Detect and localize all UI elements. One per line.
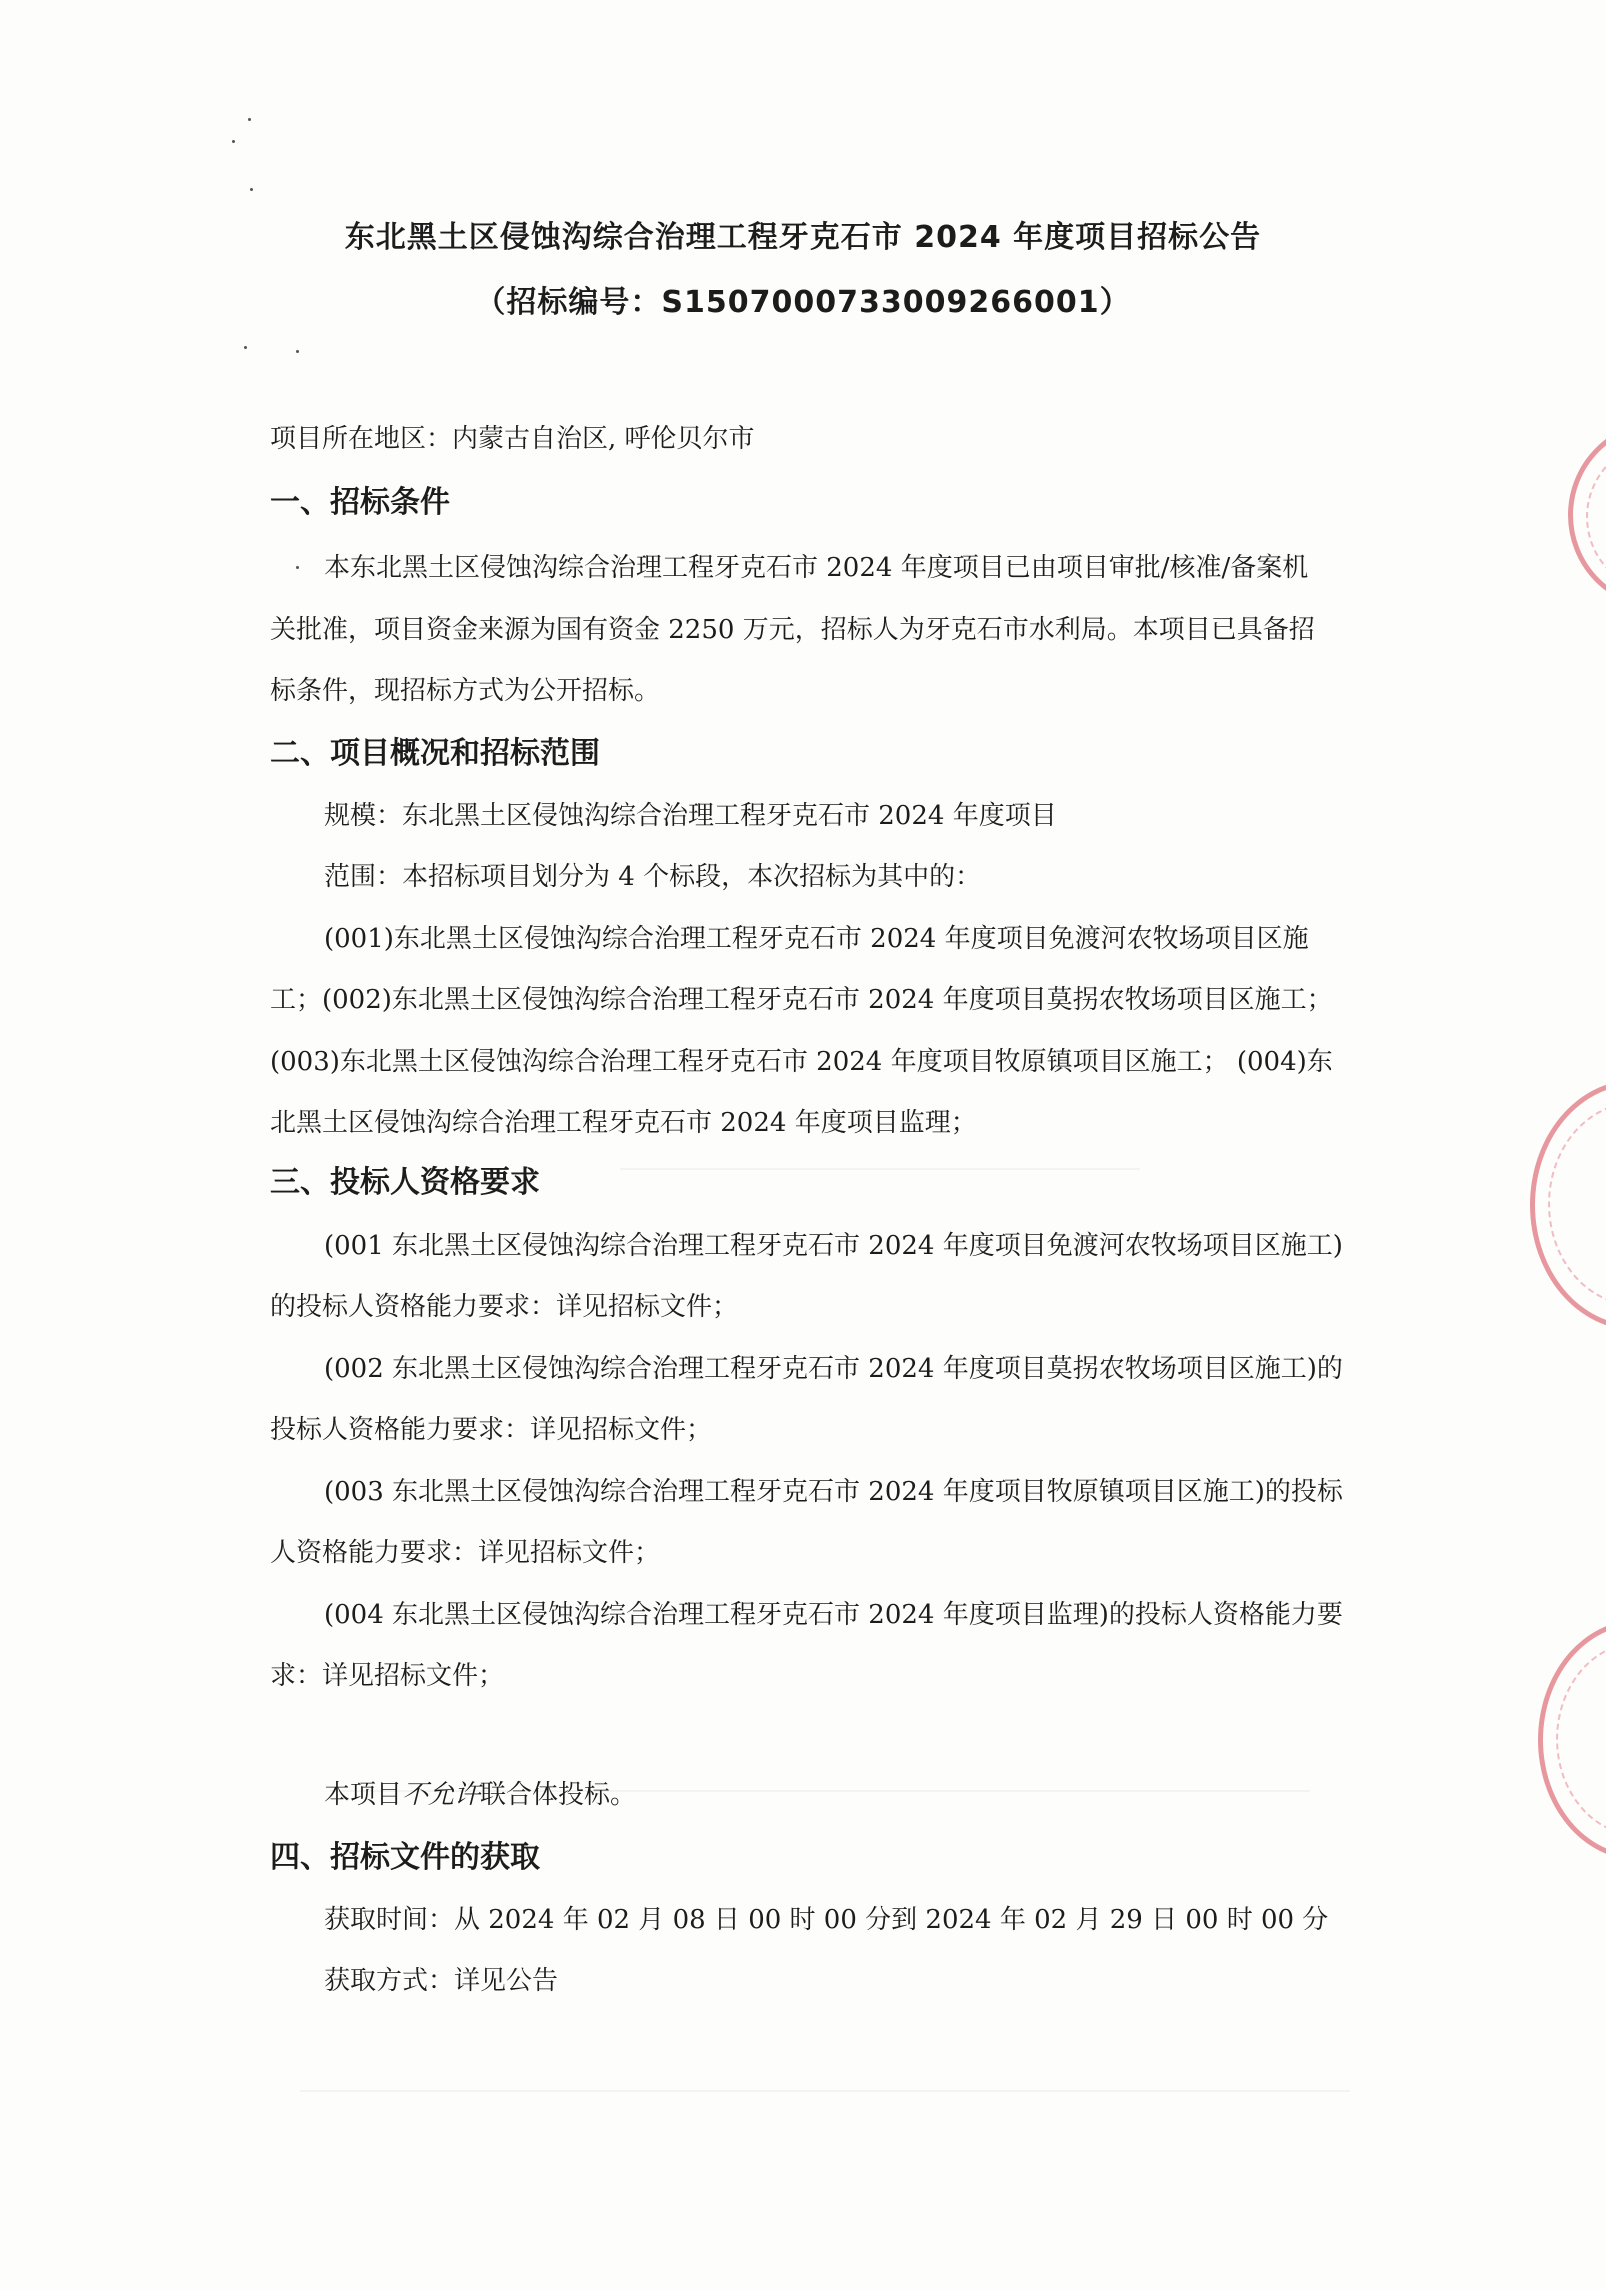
consortium-prefix: 本项目 — [324, 1780, 403, 1810]
qualification-line: 的投标人资格能力要求：详见招标文件； — [270, 1292, 739, 1322]
qualification-line: 人资格能力要求：详见招标文件； — [270, 1538, 661, 1568]
qualification-line: (004 东北黑土区侵蚀沟综合治理工程牙克石市 2024 年度项目监理)的投标人资格能力要 — [324, 1600, 1343, 1630]
project-scope: 范围：本招标项目划分为 4 个标段，本次招标为其中的： — [324, 862, 982, 892]
acquisition-time: 获取时间：从 2024 年 02 月 08 日 00 时 00 分到 2024 年 02 月 29 日 00 时 00 分 — [324, 1905, 1329, 1935]
scan-streak — [300, 2090, 1350, 2092]
region-label: 项目所在地区： — [270, 424, 453, 454]
qualification-line: 投标人资格能力要求：详见招标文件； — [270, 1415, 713, 1445]
scan-speck — [248, 118, 251, 121]
scan-speck — [244, 346, 247, 349]
lot-line: 北黑土区侵蚀沟综合治理工程牙克石市 2024 年度项目监理； — [270, 1108, 977, 1138]
paragraph-line: 关批准，项目资金来源为国有资金 2250 万元，招标人为牙克石市水利局。本项目已具备招 — [270, 615, 1315, 645]
paragraph-line: 标条件，现招标方式为公开招标。 — [270, 676, 661, 706]
lot-line: (003)东北黑土区侵蚀沟综合治理工程牙克石市 2024 年度项目牧原镇项目区施工； (004)东 — [270, 1047, 1333, 1077]
document-title: 东北黑土区侵蚀沟综合治理工程牙克石市 2024 年度项目招标公告 — [344, 220, 1262, 255]
qualification-line: (001 东北黑土区侵蚀沟综合治理工程牙克石市 2024 年度项目免渡河农牧场项目区施工) — [324, 1231, 1343, 1261]
qualification-line: (003 东北黑土区侵蚀沟综合治理工程牙克石市 2024 年度项目牧原镇项目区施工)的投标 — [324, 1477, 1343, 1507]
project-region — [270, 420, 1370, 458]
section-heading: 四、招标文件的获取 — [270, 1840, 540, 1875]
project-scale: 规模：东北黑土区侵蚀沟综合治理工程牙克石市 2024 年度项目 — [324, 801, 1057, 831]
lot-line: (001)东北黑土区侵蚀沟综合治理工程牙克石市 2024 年度项目免渡河农牧场项目区施 — [324, 924, 1309, 954]
consortium-emphasis: 不允许 — [402, 1780, 481, 1810]
scan-streak — [620, 1168, 1140, 1170]
paragraph-line: 本东北黑土区侵蚀沟综合治理工程牙克石市 2024 年度项目已由项目审批/核准/备案机 — [324, 553, 1309, 583]
section-heading: 三、投标人资格要求 — [270, 1165, 540, 1200]
scan-speck — [296, 350, 299, 353]
scan-speck — [296, 566, 299, 569]
section-heading: 一、招标条件 — [270, 485, 450, 520]
qualification-line: 求：详见招标文件； — [270, 1661, 505, 1691]
region-value: 内蒙古自治区, 呼伦贝尔市 — [452, 424, 755, 454]
tender-number: （招标编号：S1507000733009266001） — [475, 285, 1131, 320]
consortium-note — [324, 1776, 1424, 1814]
qualification-line: (002 东北黑土区侵蚀沟综合治理工程牙克石市 2024 年度项目莫拐农牧场项目区施工)的 — [324, 1354, 1343, 1384]
scan-speck — [232, 140, 235, 143]
acquisition-method: 获取方式：详见公告 — [324, 1966, 559, 1996]
section-heading: 二、项目概况和招标范围 — [270, 736, 600, 771]
scan-speck — [250, 188, 253, 191]
lot-line: 工；(002)东北黑土区侵蚀沟综合治理工程牙克石市 2024 年度项目莫拐农牧场项目区施工； — [270, 985, 1333, 1015]
consortium-suffix: 联合体投标。 — [480, 1780, 637, 1810]
